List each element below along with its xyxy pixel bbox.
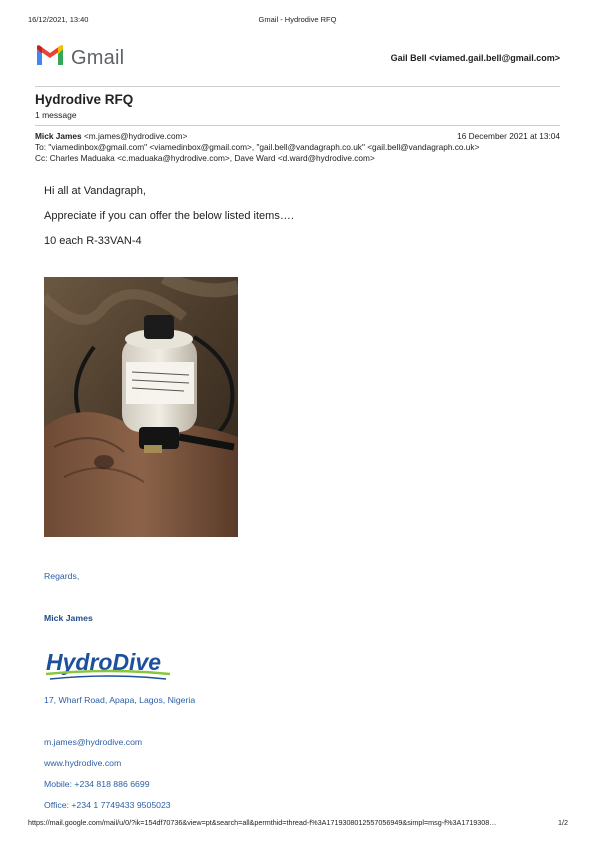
- subject-divider: [35, 125, 560, 126]
- print-page-number: 1/2: [558, 818, 568, 827]
- message-count: 1 message: [35, 110, 77, 120]
- body-greeting: Hi all at Vandagraph,: [44, 185, 146, 197]
- print-datetime: 16/12/2021, 13:40: [28, 15, 89, 24]
- sender-email: <m.james@hydrodive.com>: [81, 131, 188, 141]
- product-photo: [44, 277, 238, 537]
- signature-regards: Regards,: [44, 571, 80, 581]
- gmail-logo-icon: [35, 44, 65, 72]
- message-from: [35, 131, 187, 141]
- signature-name: Mick James: [44, 613, 93, 623]
- signature-website-link[interactable]: www.hydrodive.com: [44, 758, 122, 768]
- signature-email-link[interactable]: m.james@hydrodive.com: [44, 737, 143, 747]
- print-title: Gmail - Hydrodive RFQ: [258, 15, 337, 24]
- message-cc: Cc: Charles Maduaka <c.maduaka@hydrodive.com>, Dave Ward <d.ward@hydrodive.com>: [35, 153, 375, 163]
- gmail-brand-text: Gmail: [71, 46, 125, 69]
- body-item: 10 each R-33VAN-4: [44, 235, 142, 247]
- signature-mobile: Mobile: +234 818 886 6699: [44, 779, 150, 789]
- account-label: Gail Bell <viamed.gail.bell@gmail.com>: [390, 53, 560, 63]
- message-to: To: "viamedinbox@gmail.com" <viamedinbox@gmail.com>, "gail.bell@vandagraph.co.uk" <gail.bell@vandagraph.co.uk>: [35, 142, 480, 152]
- thread-subject: Hydrodive RFQ: [35, 92, 134, 107]
- signature-office: Office: +234 1 7749433 9505023: [44, 800, 171, 810]
- hydrodive-logo: [44, 646, 174, 689]
- sender-name: Mick James: [35, 131, 82, 141]
- print-footer-url: https://mail.google.com/mail/u/0/?ik=154df70736&view=pt&search=all&permthid=thread-f%3A1719308012557056949&simpl=msg-f%3A1719308…: [28, 818, 497, 827]
- gmail-logo[interactable]: [35, 44, 124, 72]
- hydrodive-logo-text: HydroDive: [46, 649, 162, 675]
- signature-address: 17, Wharf Road, Apapa, Lagos, Nigeria: [44, 695, 196, 705]
- body-request: Appreciate if you can offer the below listed items….: [44, 210, 294, 222]
- header-divider: [35, 86, 560, 87]
- message-date: 16 December 2021 at 13:04: [457, 131, 560, 141]
